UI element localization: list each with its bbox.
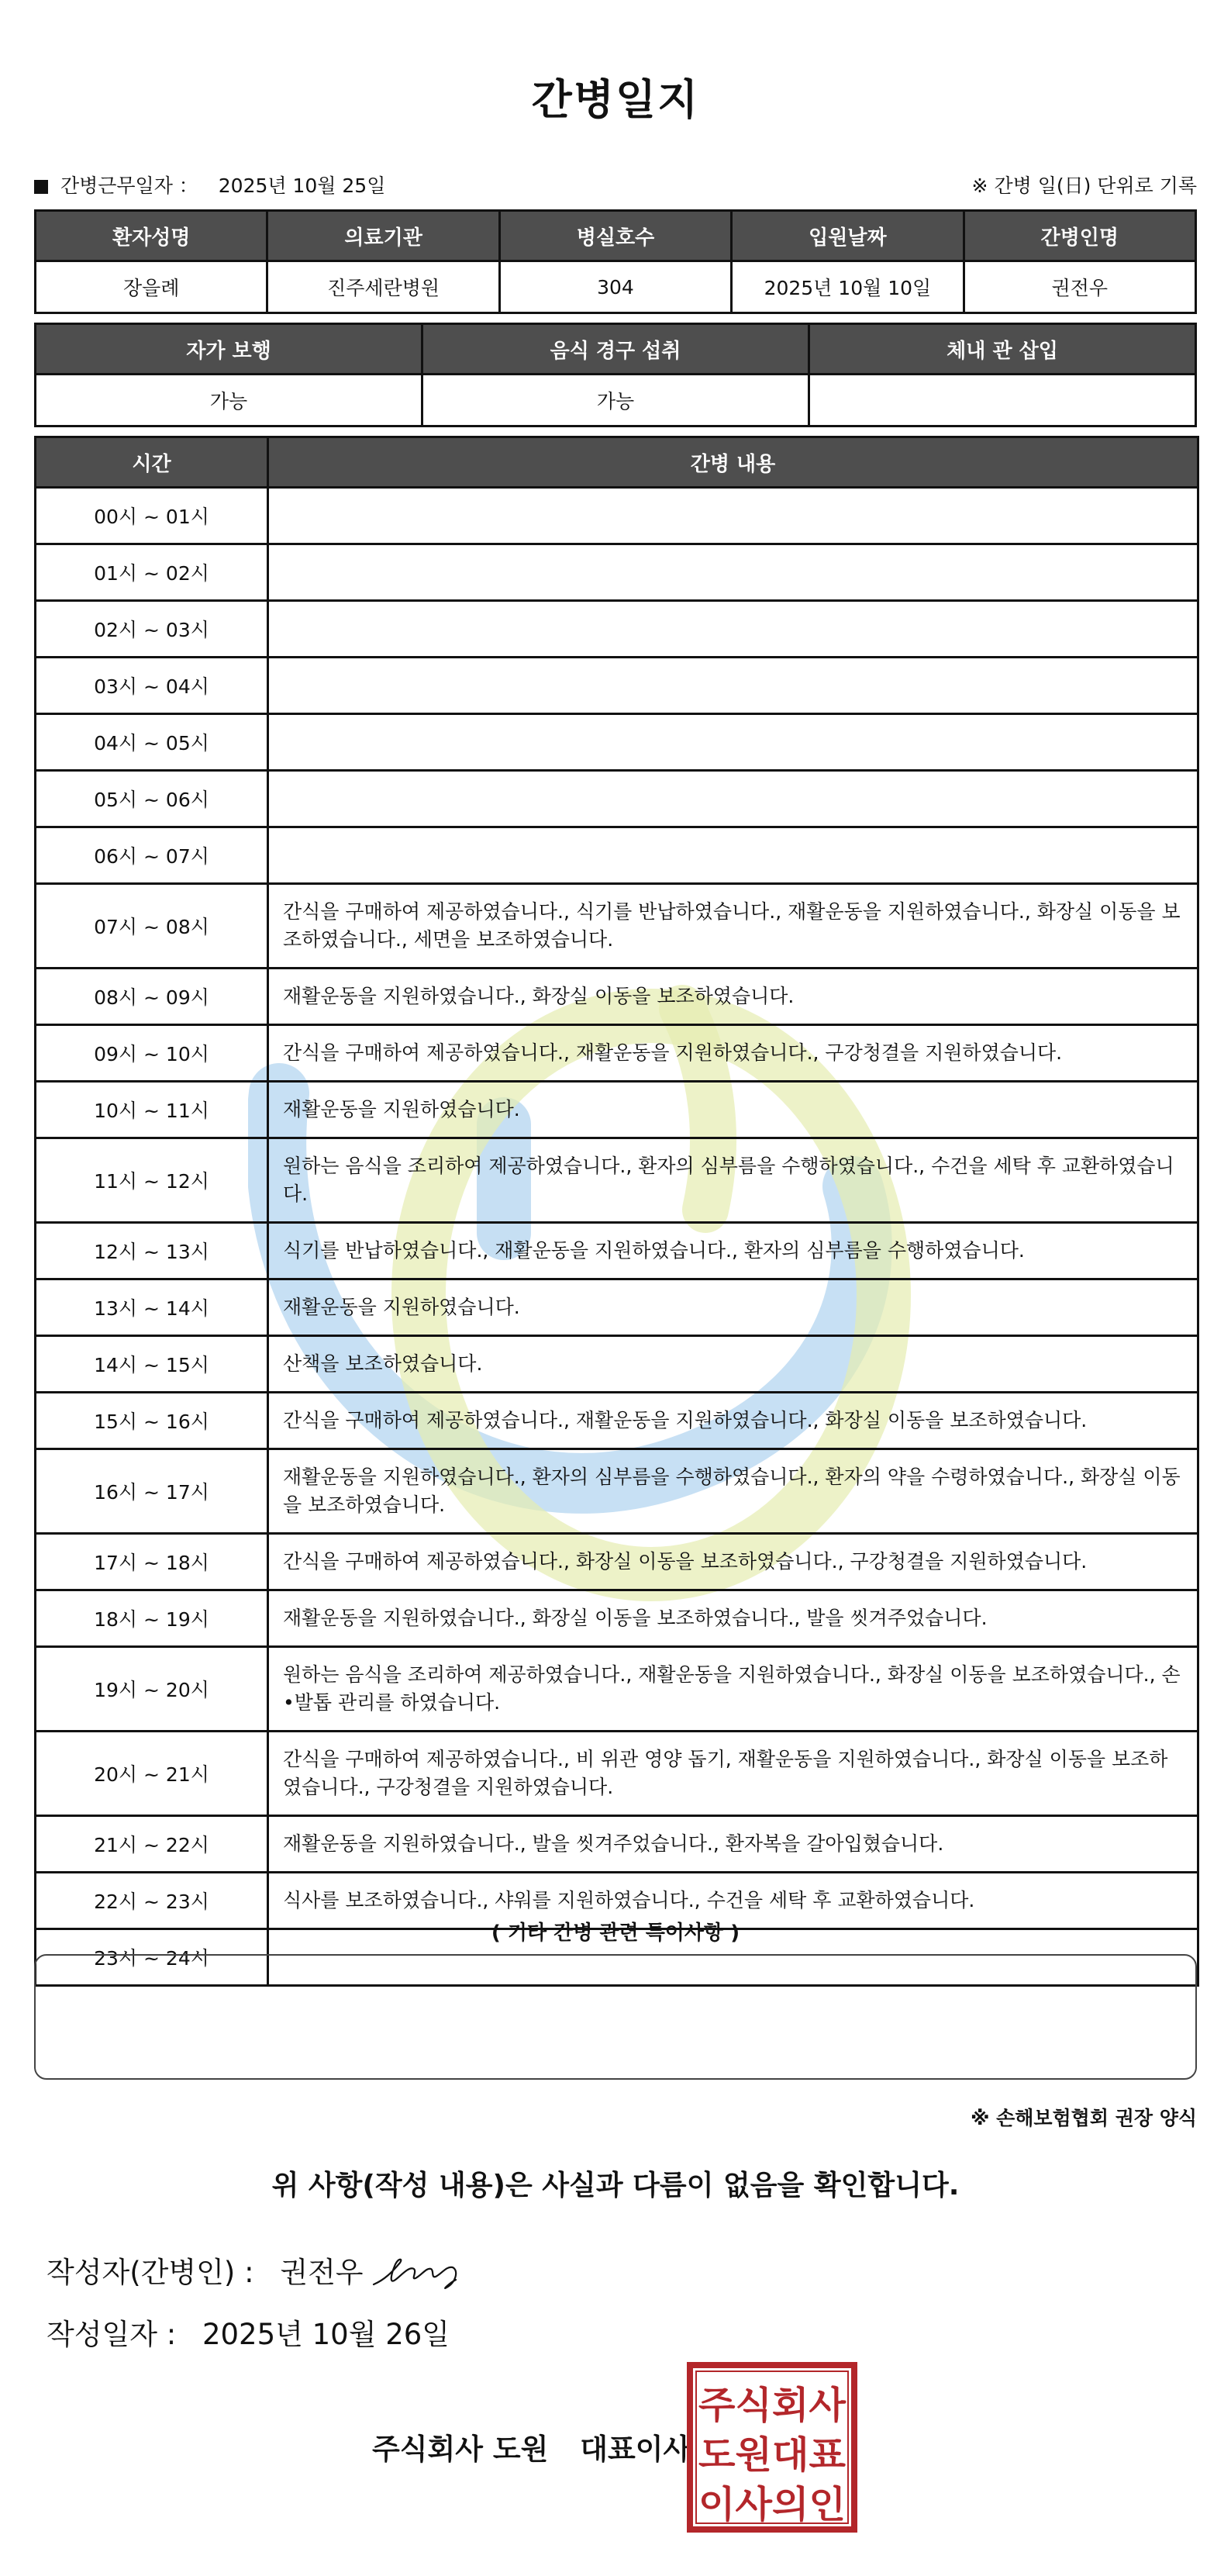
square-bullet-icon <box>34 180 48 194</box>
company-seal-stamp <box>685 2360 859 2534</box>
time-cell: 09시 ~ 10시 <box>36 1025 268 1082</box>
page-title: 간병일지 <box>531 75 700 124</box>
time-cell: 13시 ~ 14시 <box>36 1279 268 1336</box>
content-cell <box>268 544 1198 601</box>
table-row <box>36 1336 1198 1393</box>
table-row <box>36 771 1198 827</box>
time-cell: 08시 ~ 09시 <box>36 969 268 1025</box>
table-row <box>36 714 1198 771</box>
company-line <box>372 2426 691 2467</box>
content-cell <box>268 658 1198 714</box>
content-cell: 재활운동을 지원하였습니다., 발을 씻겨주었습니다., 환자복을 갈아입혔습니다. <box>268 1816 1198 1873</box>
oral-intake-value: 가능 <box>422 375 809 426</box>
writer-label: 작성자(간병인) : <box>47 2256 254 2289</box>
writer-line <box>47 2249 364 2291</box>
admission-date-header: 입원날짜 <box>732 211 964 261</box>
time-cell: 03시 ~ 04시 <box>36 658 268 714</box>
content-cell: 간식을 구매하여 제공하였습니다., 화장실 이동을 보조하였습니다., 구강청결을 지원하였습니다. <box>268 1534 1198 1590</box>
time-cell: 10시 ~ 11시 <box>36 1082 268 1138</box>
patient-status-table <box>34 323 1197 427</box>
content-header: 간병 내용 <box>268 437 1198 488</box>
table-row <box>36 1082 1198 1138</box>
content-cell <box>268 827 1198 884</box>
care-log-body <box>36 488 1198 1986</box>
patient-name-header: 환자성명 <box>36 211 267 261</box>
seal-line-1: 주식회사 <box>698 2384 847 2427</box>
tube-header: 체내 관 삽입 <box>809 324 1196 375</box>
content-cell: 간식을 구매하여 제공하였습니다., 식기를 반납하였습니다., 재활운동을 지원하였습니다., 화장실 이동을 보조하였습니다., 세면을 보조하였습니다. <box>268 884 1198 969</box>
table-row <box>36 1279 1198 1336</box>
content-cell: 재활운동을 지원하였습니다., 화장실 이동을 보조하였습니다., 발을 씻겨주었습니다. <box>268 1590 1198 1647</box>
content-cell: 재활운동을 지원하였습니다., 화장실 이동을 보조하였습니다. <box>268 969 1198 1025</box>
content-cell: 재활운동을 지원하였습니다. <box>268 1082 1198 1138</box>
content-cell: 원하는 음식을 조리하여 제공하였습니다., 환자의 심부름을 수행하였습니다., 수건을 세탁 후 교환하였습니다. <box>268 1138 1198 1223</box>
notes-label: ( 기타 간병 관련 특이사항 ) <box>491 1922 740 1945</box>
table-row <box>36 1816 1198 1873</box>
table-row <box>36 601 1198 658</box>
time-cell: 20시 ~ 21시 <box>36 1732 268 1816</box>
table-row <box>36 1025 1198 1082</box>
time-cell: 04시 ~ 05시 <box>36 714 268 771</box>
table-row <box>36 884 1198 969</box>
table-row <box>36 827 1198 884</box>
time-cell: 07시 ~ 08시 <box>36 884 268 969</box>
table-row <box>36 1223 1198 1279</box>
seal-line-2: 도원대표 <box>698 2433 847 2477</box>
writer-name: 권전우 <box>280 2256 364 2289</box>
content-cell: 재활운동을 지원하였습니다. <box>268 1279 1198 1336</box>
tube-value <box>809 375 1196 426</box>
handwritten-signature <box>369 2249 478 2295</box>
table-row <box>36 544 1198 601</box>
oral-intake-header: 음식 경구 섭취 <box>422 324 809 375</box>
unit-note: ※ 간병 일(日) 단위로 기록 <box>971 174 1197 197</box>
time-cell: 23시 ~ 24시 <box>36 1929 268 1986</box>
notes-box <box>34 1954 1197 2080</box>
time-cell: 00시 ~ 01시 <box>36 488 268 544</box>
table-row <box>36 969 1198 1025</box>
content-cell: 재활운동을 지원하였습니다., 환자의 심부름을 수행하였습니다., 환자의 약을 수령하였습니다., 화장실 이동을 보조하였습니다. <box>268 1449 1198 1534</box>
walking-header: 자가 보행 <box>36 324 422 375</box>
seal-line-3: 이사의인 <box>698 2483 846 2526</box>
time-cell: 19시 ~ 20시 <box>36 1647 268 1732</box>
content-cell: 간식을 구매하여 제공하였습니다., 재활운동을 지원하였습니다., 화장실 이동을 보조하였습니다. <box>268 1393 1198 1449</box>
table-row <box>36 488 1198 544</box>
content-cell: 식기를 반납하였습니다., 재활운동을 지원하였습니다., 환자의 심부름을 수행하였습니다. <box>268 1223 1198 1279</box>
content-cell: 간식을 구매하여 제공하였습니다., 재활운동을 지원하였습니다., 구강청결을 지원하였습니다. <box>268 1025 1198 1082</box>
room-header: 병실호수 <box>499 211 731 261</box>
time-cell: 12시 ~ 13시 <box>36 1223 268 1279</box>
table-row <box>36 1534 1198 1590</box>
ceo-title: 대표이사 <box>580 2433 691 2466</box>
hospital-header: 의료기관 <box>267 211 499 261</box>
time-cell: 21시 ~ 22시 <box>36 1816 268 1873</box>
content-cell <box>268 601 1198 658</box>
time-cell: 06시 ~ 07시 <box>36 827 268 884</box>
time-cell: 18시 ~ 19시 <box>36 1590 268 1647</box>
table-row <box>36 658 1198 714</box>
content-cell: 산책을 보조하였습니다. <box>268 1336 1198 1393</box>
content-cell <box>268 488 1198 544</box>
work-date-value: 2025년 10월 25일 <box>218 174 386 197</box>
content-cell: 원하는 음식을 조리하여 제공하였습니다., 재활운동을 지원하였습니다., 화장실 이동을 보조하였습니다., 손•발톱 관리를 하였습니다. <box>268 1647 1198 1732</box>
time-cell: 05시 ~ 06시 <box>36 771 268 827</box>
write-date-line <box>47 2311 450 2353</box>
content-cell <box>268 771 1198 827</box>
write-date-label: 작성일자 : <box>47 2318 177 2351</box>
work-date-label: 간병근무일자 ： <box>60 174 198 197</box>
patient-name-value: 장을례 <box>36 261 267 313</box>
association-note: ※ 손해보험협회 권장 양식 <box>971 2107 1197 2129</box>
patient-info-table <box>34 209 1197 314</box>
company-name: 주식회사 도원 <box>372 2433 549 2466</box>
work-date <box>34 171 385 199</box>
time-cell: 02시 ~ 03시 <box>36 601 268 658</box>
content-cell <box>268 714 1198 771</box>
table-row <box>36 1647 1198 1732</box>
caregiver-header: 간병인명 <box>964 211 1195 261</box>
time-header: 시간 <box>36 437 268 488</box>
table-row <box>36 1590 1198 1647</box>
hospital-value: 진주세란병원 <box>267 261 499 313</box>
table-row <box>36 1393 1198 1449</box>
walking-value: 가능 <box>36 375 422 426</box>
meta-row <box>34 169 1197 200</box>
table-row <box>36 1449 1198 1534</box>
write-date-value: 2025년 10월 26일 <box>202 2318 450 2351</box>
time-cell: 15시 ~ 16시 <box>36 1393 268 1449</box>
time-cell: 01시 ~ 02시 <box>36 544 268 601</box>
admission-date-value: 2025년 10월 10일 <box>732 261 964 313</box>
table-row <box>36 1138 1198 1223</box>
content-cell: 간식을 구매하여 제공하였습니다., 비 위관 영양 돕기, 재활운동을 지원하였습니다., 화장실 이동을 보조하였습니다., 구강청결을 지원하였습니다. <box>268 1732 1198 1816</box>
room-value: 304 <box>499 261 731 313</box>
content-cell: 식사를 보조하였습니다., 샤워를 지원하였습니다., 수건을 세탁 후 교환하였습니다. <box>268 1873 1198 1929</box>
confirmation-statement: 위 사항(작성 내용)은 사실과 다름이 없음을 확인합니다. <box>271 2170 960 2201</box>
time-cell: 16시 ~ 17시 <box>36 1449 268 1534</box>
table-row <box>36 1732 1198 1816</box>
time-cell: 17시 ~ 18시 <box>36 1534 268 1590</box>
caregiver-value: 권전우 <box>964 261 1195 313</box>
care-log-table <box>34 436 1199 1987</box>
time-cell: 14시 ~ 15시 <box>36 1336 268 1393</box>
time-cell: 11시 ~ 12시 <box>36 1138 268 1223</box>
time-cell: 22시 ~ 23시 <box>36 1873 268 1929</box>
